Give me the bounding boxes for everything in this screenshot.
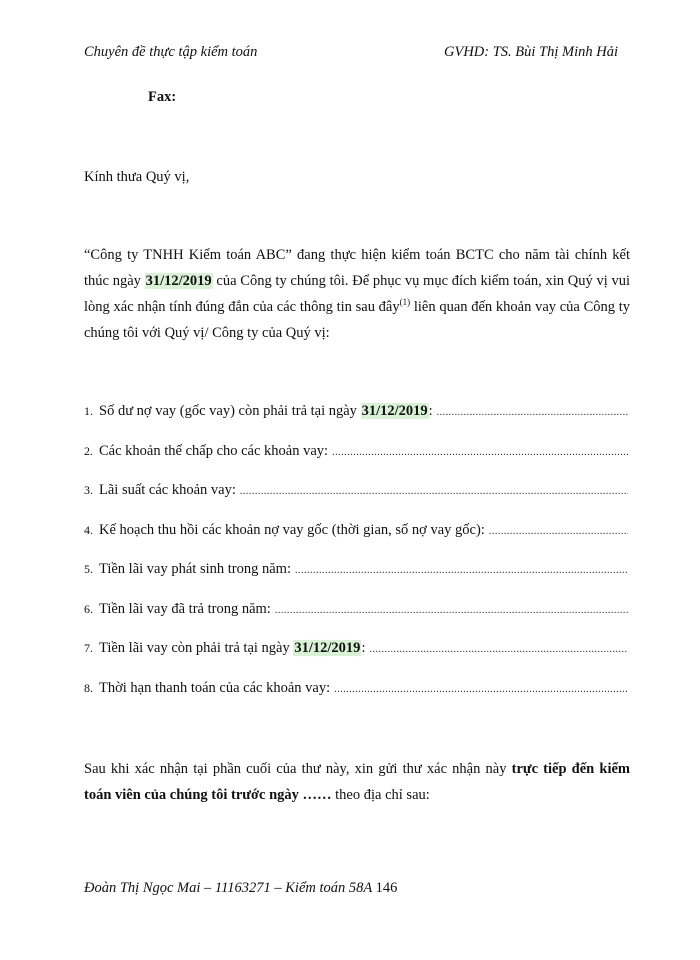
item-date: 31/12/2019 (294, 640, 361, 656)
item-text: Tiền lãi vay phát sinh trong năm: (99, 561, 291, 577)
fill-in-line[interactable] (437, 407, 628, 418)
item-text: Tiền lãi vay đã trả trong năm: (99, 600, 271, 617)
item-number: 2. (84, 443, 93, 458)
item-label (99, 403, 433, 420)
footer-text: Đoàn Thị Ngọc Mai – 11163271 – Kiểm toán 58A (84, 880, 372, 896)
item-number: 4. (84, 522, 93, 537)
closing-emphasis: trực tiếp đến kiểm toán viên của chúng tôi trước ngày …… (84, 761, 630, 803)
item-number: 1. (84, 404, 93, 418)
closing-text-2: theo địa chỉ sau: (331, 787, 430, 803)
item-text: Số dư nợ vay (gốc vay) còn phải trả tại ngày (99, 403, 361, 419)
item-number: 6. (84, 601, 93, 616)
item-number: 3. (84, 483, 93, 497)
intro-date: 31/12/2019 (145, 273, 212, 289)
fill-in-line[interactable] (332, 447, 628, 458)
fill-in-line[interactable] (334, 684, 628, 695)
page-number: 146 (375, 880, 398, 896)
list-item (84, 443, 628, 483)
confirmation-items (84, 403, 628, 719)
fill-in-line[interactable] (489, 526, 628, 537)
list-item (84, 522, 628, 562)
list-item (84, 482, 628, 522)
closing-paragraph (84, 756, 630, 808)
item-number: 7. (84, 641, 93, 655)
intro-text-1: “Công ty TNHH Kiểm toán ABC” đang thực hiện kiểm toán BCTC cho năm tài chính kết thúc ngày (84, 247, 630, 289)
closing-text-1: Sau khi xác nhận tại phần cuối của thư này, xin gửi thư xác nhận này (84, 761, 512, 777)
item-text: Tiền lãi vay còn phải trả tại ngày (99, 640, 294, 656)
item-number: 5. (84, 562, 93, 576)
header-right: GVHD: TS. Bùi Thị Minh Hải (444, 44, 618, 60)
item-text: Các khoản thế chấp cho các khoản vay: (99, 442, 329, 459)
list-item (84, 601, 628, 641)
list-item (84, 680, 628, 720)
item-text: Lãi suất các khoản vay: (99, 482, 236, 498)
salutation: Kính thưa Quý vị, (84, 169, 190, 185)
footnote-marker: (1) (399, 297, 411, 308)
fill-in-line[interactable] (295, 565, 628, 576)
fax-label: Fax: (148, 89, 177, 105)
fill-in-line[interactable] (275, 605, 628, 616)
list-item (84, 640, 628, 680)
list-item (84, 403, 628, 443)
item-text: Thời hạn thanh toán của các khoản vay: (99, 679, 331, 696)
item-date: 31/12/2019 (361, 403, 428, 419)
list-item (84, 561, 628, 601)
intro-text-3: liên quan đến khoản vay của Công ty chúng tôi với Quý vị/ Công ty của Quý vị: (84, 299, 631, 341)
item-suffix: : (361, 640, 366, 656)
page-footer (84, 880, 397, 897)
intro-paragraph (84, 242, 630, 346)
fill-in-line[interactable] (240, 486, 628, 497)
item-text: Kế hoạch thu hồi các khoản nợ vay gốc (thời gian, số nợ vay gốc): (99, 521, 485, 538)
header-left: Chuyên đề thực tập kiểm toán (84, 44, 258, 60)
item-suffix: : (428, 403, 433, 419)
item-number: 8. (84, 680, 93, 695)
item-label (99, 640, 365, 657)
intro-text-2: của Công ty chúng tôi. Để phục vụ mục đích kiểm toán, xin Quý vị vui lòng xác nhận tính đúng đắn của các thông tin sau đây (84, 273, 630, 315)
fill-in-line[interactable] (369, 644, 628, 655)
